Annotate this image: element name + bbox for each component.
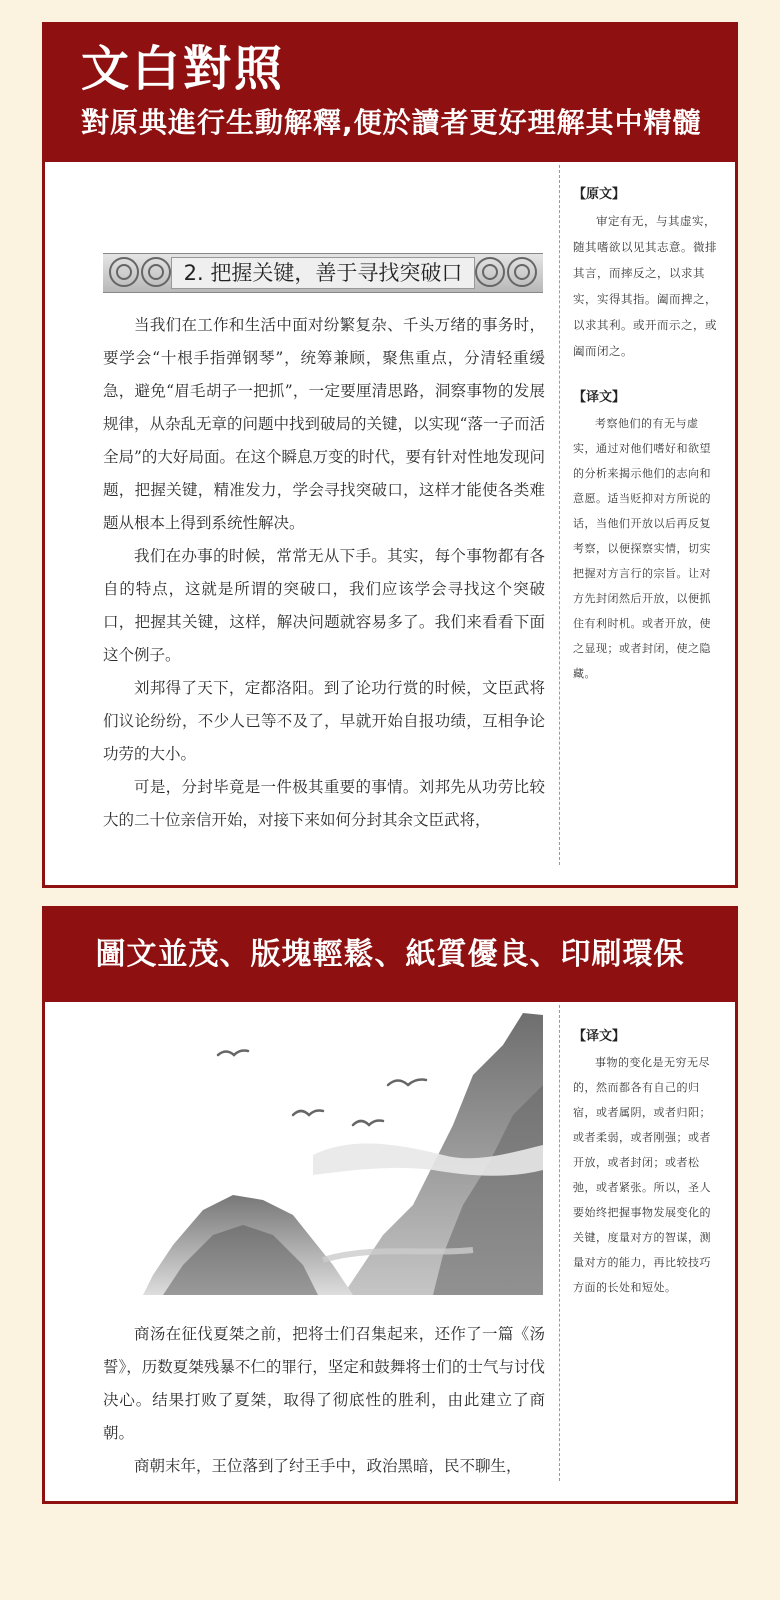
translation-heading: 【译文】 <box>573 390 626 405</box>
panel-subtitle: 對原典進行生動解釋,便於讀者更好理解其中精髓 <box>81 106 702 139</box>
column-divider <box>559 1005 560 1481</box>
section-heading-banner <box>103 253 543 293</box>
section-heading: 2. 把握关键，善于寻找突破口 <box>171 257 475 289</box>
spiral-ornament-icon <box>141 257 171 287</box>
main-body-text <box>103 309 545 837</box>
translation-text: 考察他们的有无与虚实，通过对他们嗜好和欲望的分析来揭示他们的志向和意愿。适当贬抑对方所说的话，当他们开放以后再反复考察，以便探察实情，切实把握对方言行的宗旨。让对方先封闭然后开放，以便抓住有利时机。或者开放，使之显现；或者封闭，使之隐藏。 <box>573 417 711 680</box>
panel-title: 圖文並茂、版塊輕鬆、紙質優良、印刷環保 <box>95 937 685 972</box>
main-body-text <box>103 1318 545 1483</box>
side-notes <box>573 1025 721 1300</box>
paragraph: 我们在办事的时候，常常无从下手。其实，每个事物都有各自的特点，这就是所谓的突破口，我们应该学会寻找这个突破口，把握其关键，这样，解决问题就容易多了。我们来看看下面这个例子。 <box>103 547 545 664</box>
spiral-ornament-icon <box>507 257 537 287</box>
column-divider <box>559 165 560 865</box>
spiral-ornament-icon <box>475 257 505 287</box>
panel-text-comparison <box>42 22 738 888</box>
original-text: 审定有无，与其虚实，随其嗜欲以见其志意。微排其言，而摔反之，以求其实，实得其指。阖而捭之，以求其利。或开而示之，或阖而闭之。 <box>573 214 717 358</box>
ink-landscape-illustration <box>143 1005 543 1305</box>
paragraph: 刘邦得了天下，定都洛阳。到了论功行赏的时候，文臣武将们议论纷纷，不少人已等不及了，早就开始自报功绩，互相争论功劳的大小。 <box>103 679 545 763</box>
side-notes <box>573 183 721 686</box>
spiral-ornament-icon <box>109 257 139 287</box>
original-text-heading: 【原文】 <box>573 187 626 202</box>
panel-illustrated <box>42 906 738 1504</box>
paragraph: 当我们在工作和生活中面对纷繁复杂、千头万绪的事务时，要学会“十根手指弹钢琴”，统筹兼顾，聚焦重点，分清轻重缓急，避免“眉毛胡子一把抓”，一定要厘清思路，洞察事物的发展规律，从杂乱无章的问题中找到破局的关键，以实现“落一子而活全局”的大好局面。在这个瞬息万变的时代，要有针对性地发现问题，把握关键，精准发力，学会寻找突破口，这样才能使各类难题从根本上得到系统性解决。 <box>103 316 545 532</box>
paragraph: 商朝末年，王位落到了纣王手中，政治黑暗，民不聊生， <box>134 1457 522 1475</box>
paragraph: 可是，分封毕竟是一件极其重要的事情。刘邦先从功劳比较大的二十位亲信开始，对接下来如何分封其余文臣武将， <box>103 778 545 829</box>
paragraph: 商汤在征伐夏桀之前，把将士们召集起来，还作了一篇《汤誓》，历数夏桀残暴不仁的罪行，坚定和鼓舞将士们的士气与讨伐决心。结果打败了夏桀，取得了彻底性的胜利，由此建立了商朝。 <box>103 1325 545 1442</box>
translation-heading: 【译文】 <box>573 1029 626 1044</box>
translation-text: 事物的变化是无穷无尽的，然而都各有自己的归宿，或者属阴，或者归阳；或者柔弱，或者刚强；或者开放，或者封闭；或者松弛，或者紧张。所以，圣人要始终把握事物发展变化的关键，度量对方的智谋，测量对方的能力，再比较技巧方面的长处和短处。 <box>573 1056 711 1294</box>
bird-icon <box>218 1051 426 1126</box>
panel-header <box>45 909 735 1002</box>
panel-title: 文白對照 <box>81 41 286 97</box>
panel-header <box>45 25 735 162</box>
